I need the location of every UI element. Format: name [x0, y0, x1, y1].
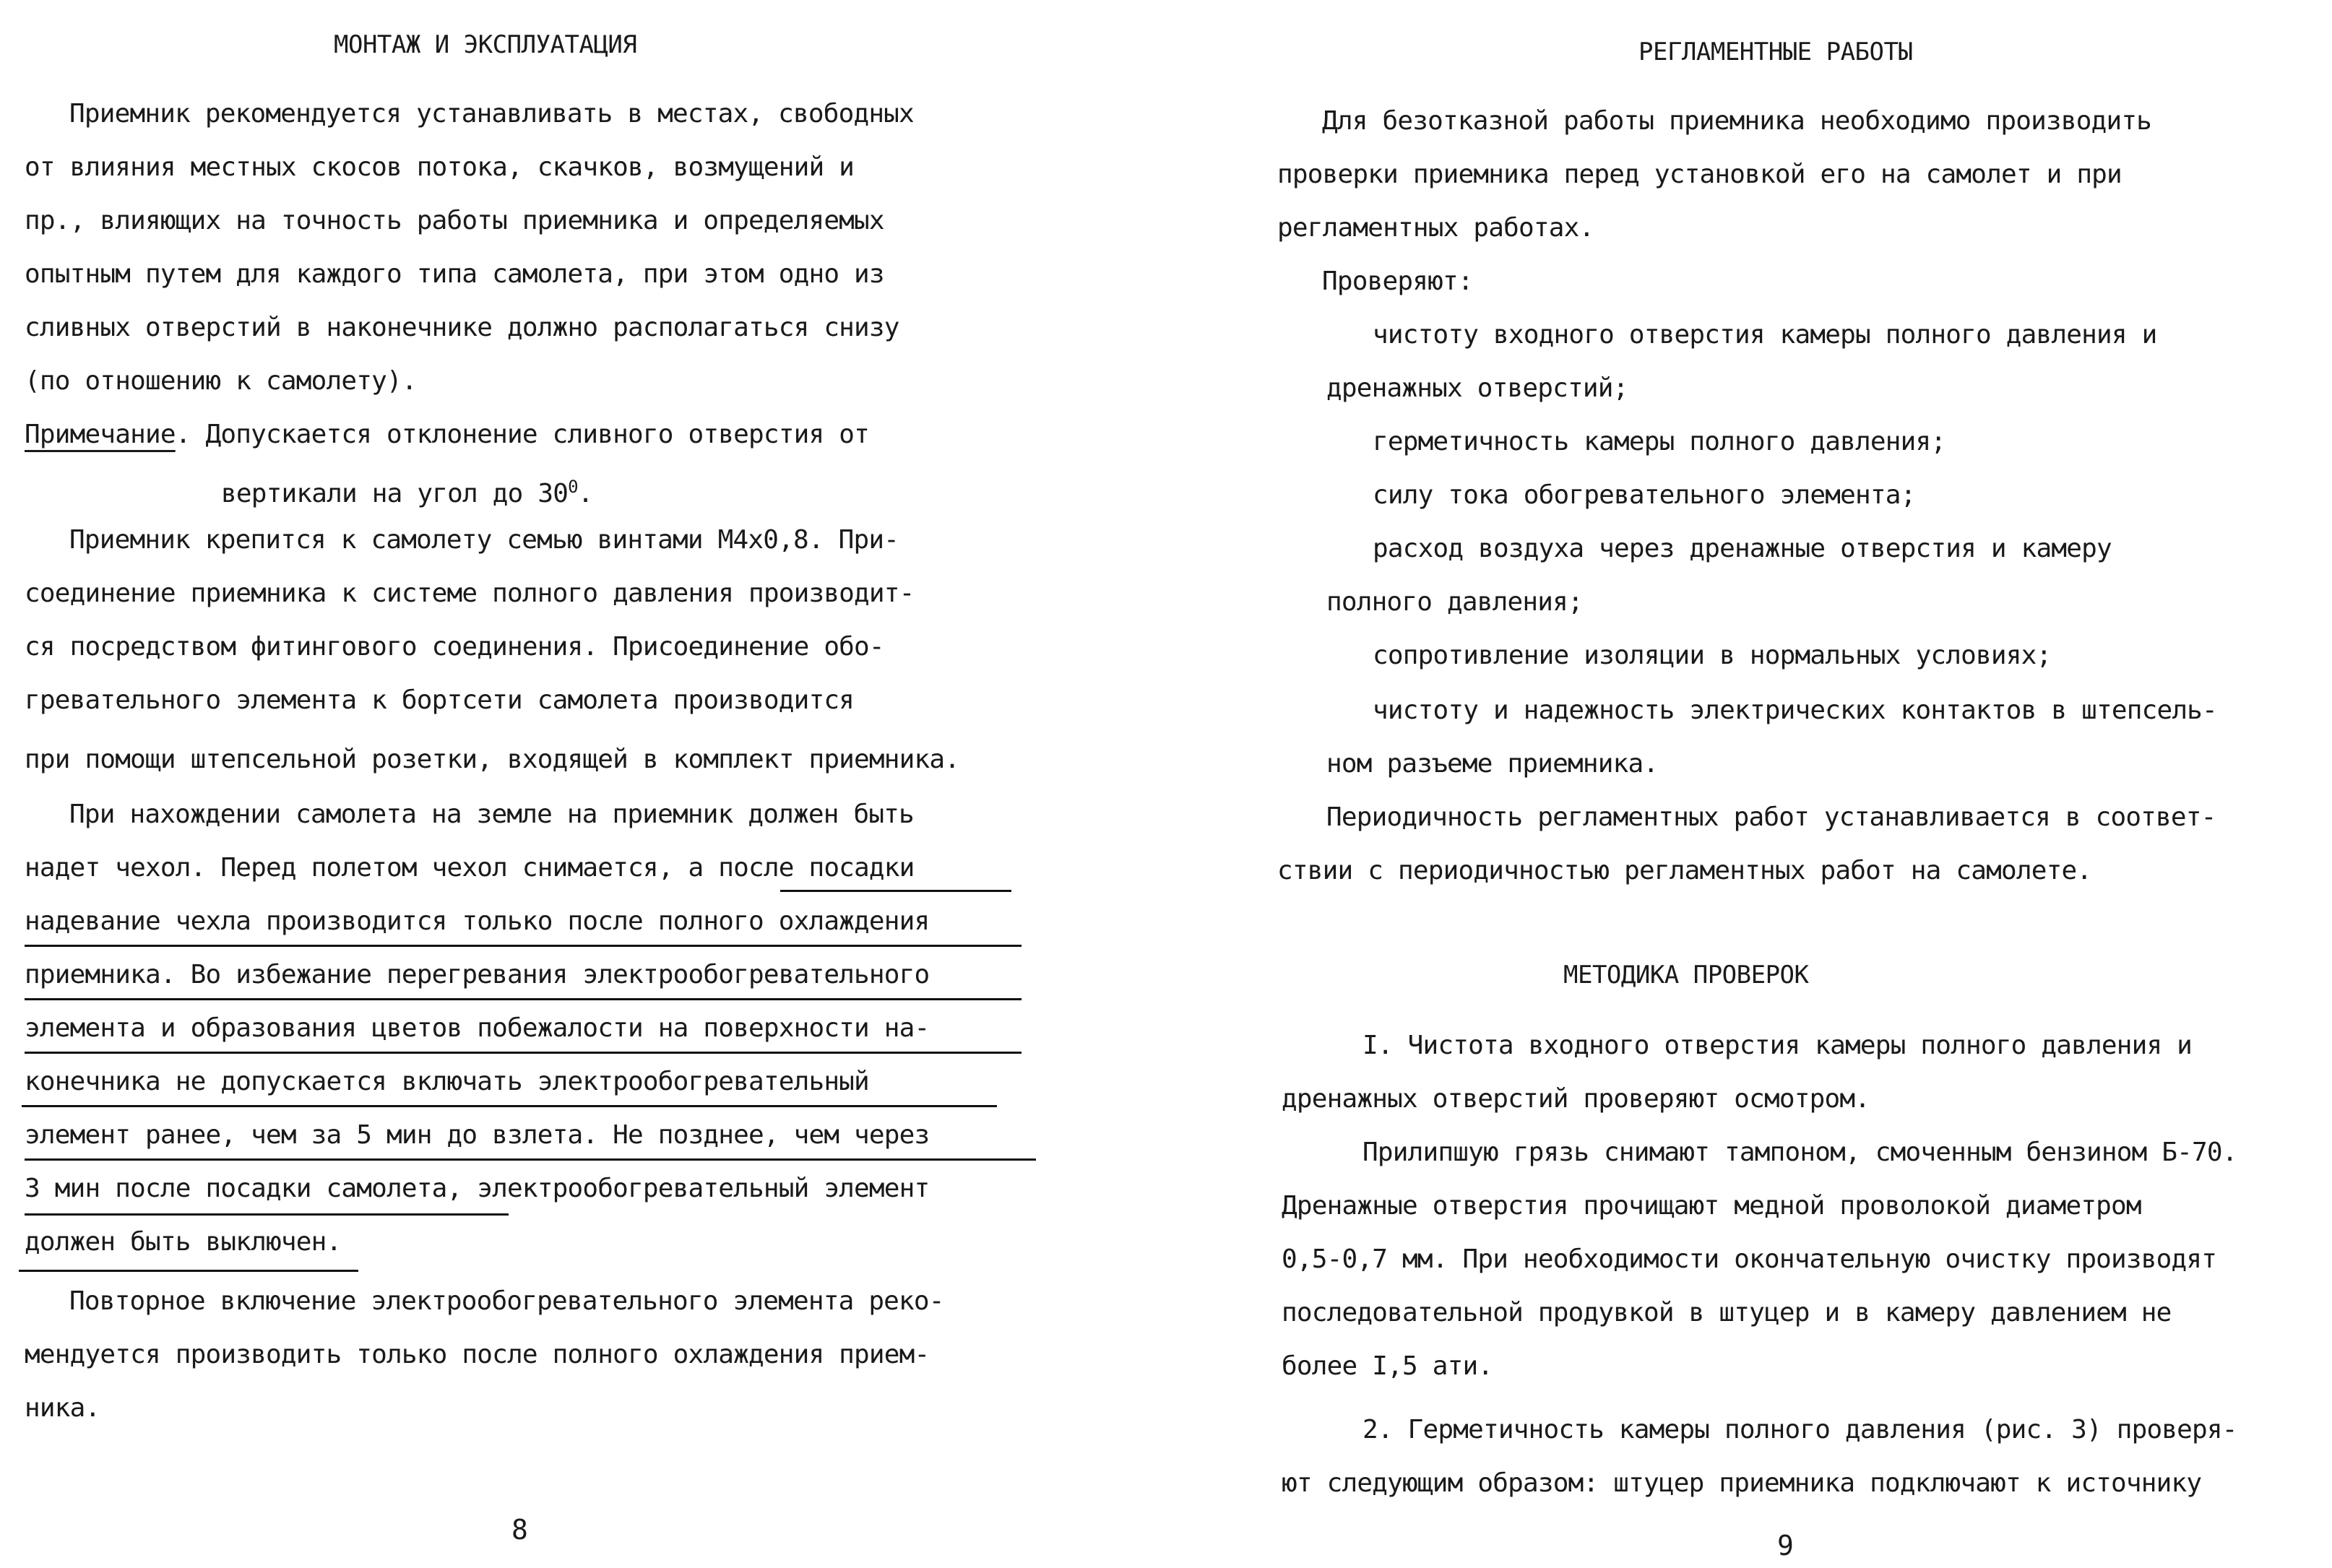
text-line: расход воздуха через дренажные отверстия и камеру [1373, 534, 2112, 563]
text-line: опытным путем для каждого типа самолета, при этом одно из [25, 259, 884, 289]
pen-underline [22, 1105, 997, 1107]
text-line: ника. [25, 1393, 100, 1423]
pen-underline [25, 1158, 1036, 1161]
text-line: более I,5 ати. [1282, 1351, 1493, 1381]
text-line: чистоту входного отверстия камеры полного давления и [1373, 320, 2157, 350]
right-page [1185, 0, 2332, 1568]
text-line: ют следующим образом: штуцер приемника подключают к источнику [1282, 1468, 2202, 1498]
text-line: силу тока обогревательного элемента; [1373, 480, 1916, 510]
text-line: Для безотказной работы приемника необходимо производить [1322, 106, 2152, 136]
text-line: (по отношению к самолету). [25, 366, 417, 396]
text-line: мендуется производить только после полного охлаждения прием- [25, 1340, 930, 1369]
text-line: Проверяют: [1322, 267, 1473, 296]
note-label: Примечание [25, 420, 176, 449]
text-line: элемента и образования цветов побежалости на поверхности на- [25, 1013, 930, 1043]
text-line: дренажных отверстий проверяют осмотром. [1282, 1084, 1870, 1114]
note-line [25, 419, 869, 451]
text-line: 2. Герметичность камеры полного давления (рис. 3) проверя- [1363, 1415, 2237, 1444]
pen-underline [25, 945, 1022, 947]
text-line: Приемник рекомендуется устанавливать в местах, свободных [69, 99, 914, 129]
text-line: сопротивление изоляции в нормальных условиях; [1373, 641, 2052, 670]
text-line: ном разъеме приемника. [1326, 749, 1659, 779]
page-number-right: 9 [1777, 1530, 1794, 1561]
text-line: При нахождении самолета на земле на приемник должен быть [69, 800, 914, 829]
pen-underline [25, 1213, 509, 1216]
left-page-heading: МОНТАЖ И ЭКСПЛУАТАЦИЯ [334, 30, 637, 59]
right-page-heading: РЕГЛАМЕНТНЫЕ РАБОТЫ [1638, 38, 1913, 66]
text-line: соединение приемника к системе полного давления производит- [25, 579, 915, 608]
text-line: приемника. Во избежание перегревания электрообогревательного [25, 960, 930, 989]
text-line: регламентных работах. [1277, 213, 1594, 243]
text-line: Прилипшую грязь снимают тампоном, смоченным бензином Б-70. [1363, 1138, 2237, 1167]
degree-superscript: 0 [568, 477, 578, 497]
pen-underline [25, 1052, 1022, 1054]
text-line: Дренажные отверстия прочищают медной проволокой диаметром [1282, 1191, 2141, 1221]
text-line: при помощи штепсельной розетки, входящей в комплект приемника. [25, 745, 960, 774]
note-end: . [577, 479, 593, 508]
text-line: Повторное включение электрообогревательного элемента реко- [69, 1286, 944, 1316]
text-line: 0,5-0,7 мм. При необходимости окончательную очистку производят [1282, 1244, 2217, 1274]
text-line: сливных отверстий в наконечнике должно располагаться снизу [25, 313, 899, 342]
text-line: ствии с периодичностью регламентных работ на самолете. [1277, 856, 2092, 885]
text-line: должен быть выключен. [25, 1227, 342, 1257]
text-line: конечника не допускается включать электрообогревательный [25, 1067, 869, 1096]
left-page [0, 0, 1127, 1568]
text-line: пр., влияющих на точность работы приемника и определяемых [25, 206, 884, 235]
text-line: Периодичность регламентных работ устанавливается в соответ- [1326, 802, 2216, 832]
note-text: . Допускается отклонение сливного отверстия от [175, 420, 869, 449]
text-line: дренажных отверстий; [1326, 373, 1628, 403]
text-line: герметичность камеры полного давления; [1373, 427, 1946, 456]
text-line: ся посредством фитингового соединения. Присоединение обо- [25, 632, 884, 662]
pen-underline [25, 998, 1022, 1000]
text-line: I. Чистота входного отверстия камеры полного давления и [1363, 1031, 2193, 1060]
text-line: 3 мин после посадки самолета, электрообогревательный элемент [25, 1174, 930, 1203]
page-number-left: 8 [511, 1514, 528, 1546]
note-line-2 [221, 471, 593, 510]
text-line: надет чехол. Перед полетом чехол снимается, а после посадки [25, 853, 915, 883]
pen-underline [780, 890, 1011, 892]
note-text-2: вертикали на угол до 30 [221, 479, 569, 508]
text-line: проверки приемника перед установкой его на самолет и при [1277, 160, 2122, 189]
pen-underline [19, 1270, 358, 1272]
section-heading: МЕТОДИКА ПРОВЕРОК [1563, 961, 1809, 989]
text-line: элемент ранее, чем за 5 мин до взлета. Не позднее, чем через [25, 1120, 930, 1150]
text-line: полного давления; [1326, 587, 1583, 617]
text-line: надевание чехла производится только после полного охлаждения [25, 906, 930, 936]
text-line: последовательной продувкой в штуцер и в камеру давлением не [1282, 1298, 2172, 1327]
text-line: от влияния местных скосов потока, скачков, возмущений и [25, 152, 855, 182]
text-line: чистоту и надежность электрических контактов в штепсель- [1373, 696, 2217, 725]
text-line: Приемник крепится к самолету семью винтами М4х0,8. При- [69, 525, 899, 555]
text-line: гревательного элемента к бортсети самолета производится [25, 685, 855, 715]
